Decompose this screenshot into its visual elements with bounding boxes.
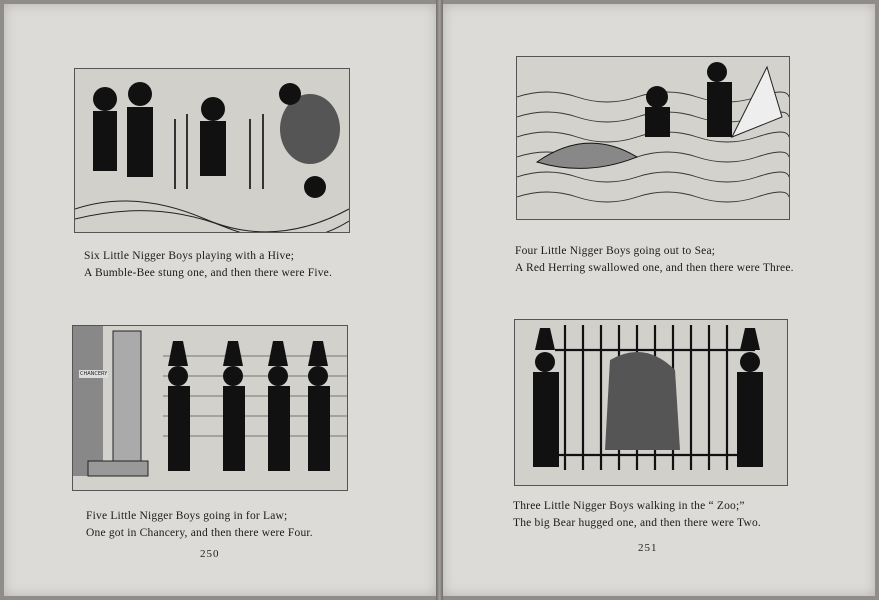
three-boys-zoo-illustration xyxy=(514,319,788,486)
caption-three-boys xyxy=(513,498,761,532)
caption-line-1: Four Little Nigger Boys going out to Sea; xyxy=(515,245,716,257)
caption-line-1: Five Little Nigger Boys going in for Law; xyxy=(86,510,288,522)
caption-line-2: A Red Herring swallowed one, and then there were Three. xyxy=(515,262,794,274)
caption-line-2: A Bumble-Bee stung one, and then there were Five. xyxy=(84,267,333,279)
page-number-left: 250 xyxy=(200,548,220,560)
left-page xyxy=(4,4,436,596)
book-gutter xyxy=(436,0,443,600)
six-boys-beehive-illustration xyxy=(74,68,350,233)
five-boys-chancery-illustration xyxy=(72,325,348,491)
caption-line-1: Six Little Nigger Boys playing with a Hive; xyxy=(84,250,295,262)
caption-four-boys xyxy=(515,243,794,277)
caption-line-1: Three Little Nigger Boys walking in the “ Zoo;” xyxy=(513,500,745,512)
chancery-sign: CHANCERY xyxy=(80,371,108,377)
right-page xyxy=(443,4,875,596)
caption-line-2: One got in Chancery, and then there were Four. xyxy=(86,527,313,539)
caption-six-boys xyxy=(84,248,332,282)
page-number-right: 251 xyxy=(638,542,658,554)
caption-line-2: The big Bear hugged one, and then there were Two. xyxy=(513,517,761,529)
four-boys-sea-illustration xyxy=(516,56,790,220)
caption-five-boys xyxy=(86,508,313,542)
